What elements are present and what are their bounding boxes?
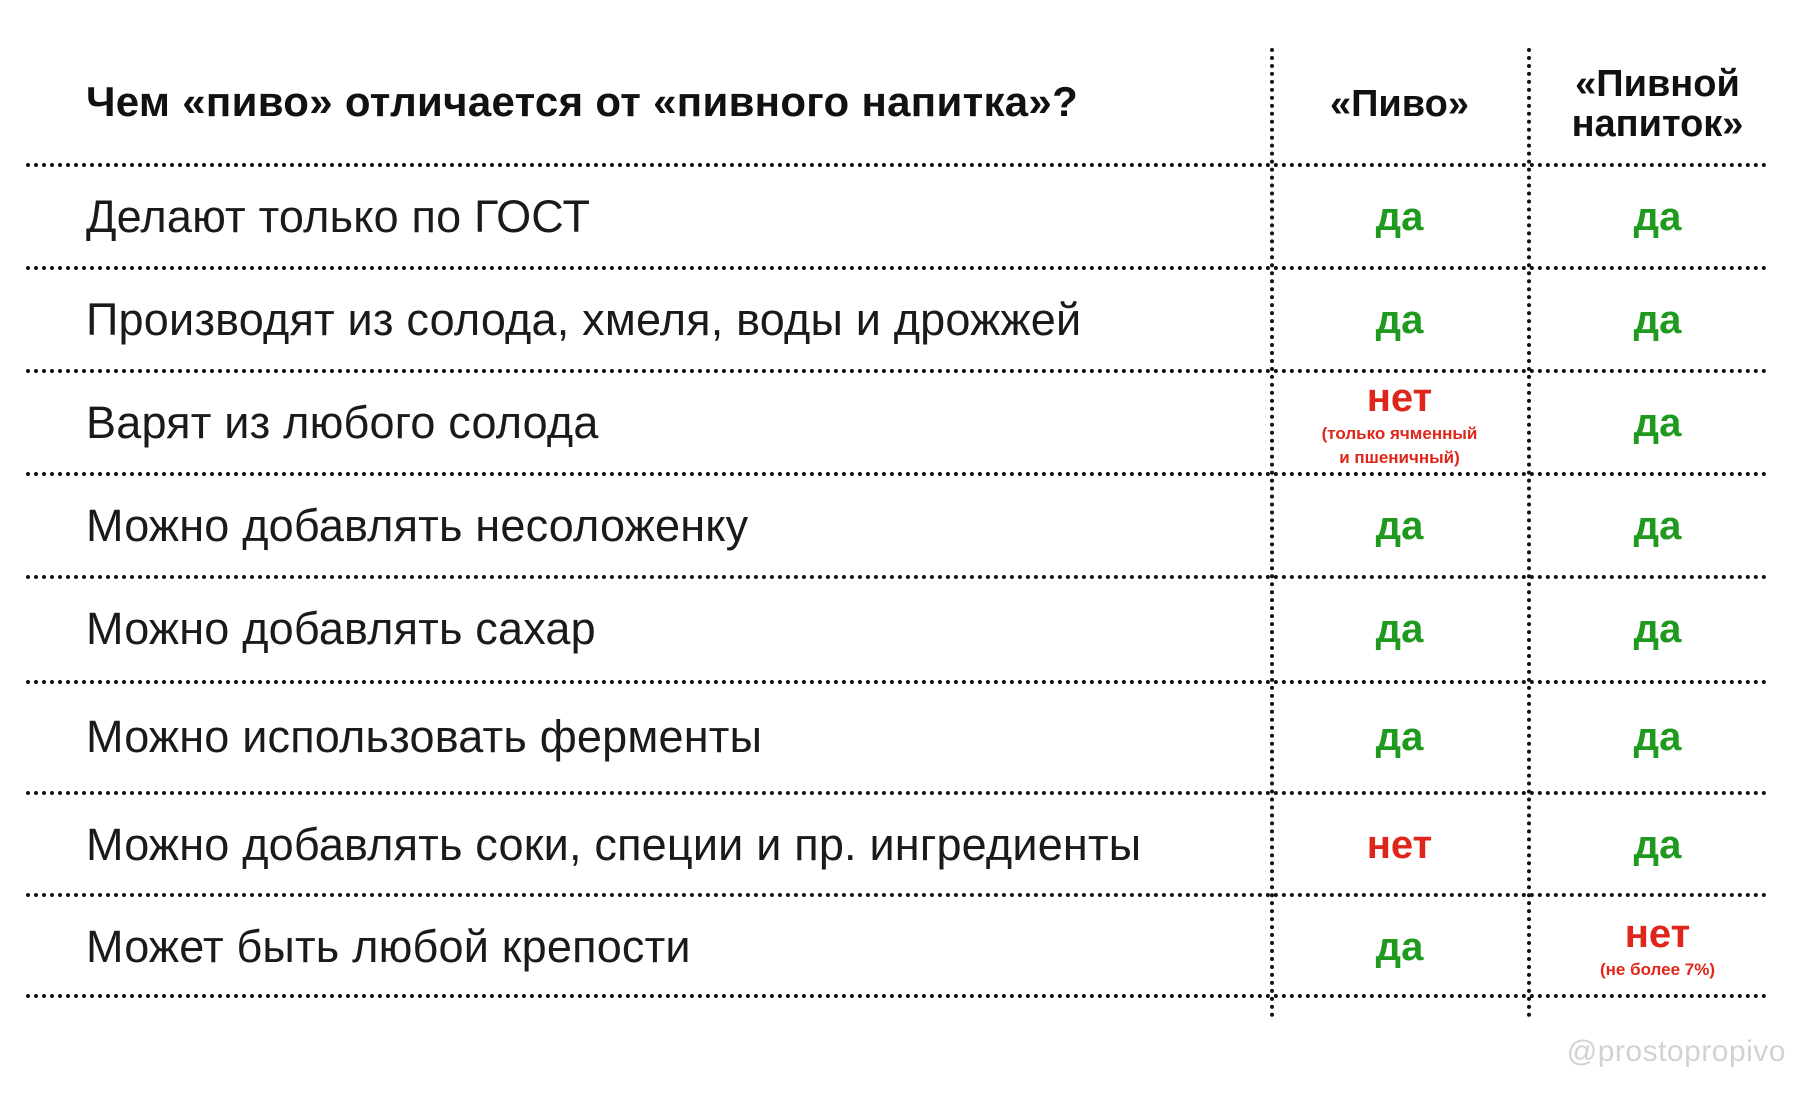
table-row <box>0 895 1800 998</box>
beer-cell <box>1272 165 1527 268</box>
beer-note <box>1322 422 1478 470</box>
row-label: Можно добавлять сахар <box>86 602 596 654</box>
column-header-beer-drink-line2: напиток» <box>1571 103 1744 145</box>
beer-drink-value: да <box>1633 714 1682 759</box>
beer-drink-value: да <box>1633 194 1682 239</box>
table-row <box>0 165 1800 268</box>
table-row <box>0 577 1800 680</box>
beer-drink-cell <box>1530 371 1785 474</box>
beer-cell <box>1272 371 1527 474</box>
row-label: Можно добавлять несоложенку <box>86 499 749 551</box>
table-row <box>0 268 1800 371</box>
beer-cell <box>1272 474 1527 577</box>
beer-drink-note: (не более 7%) <box>1599 959 1715 979</box>
beer-drink-value: да <box>1633 297 1682 342</box>
beer-drink-value: нет <box>1624 911 1691 956</box>
row-label: Делают только по ГОСТ <box>86 190 591 242</box>
beer-drink-cell <box>1530 895 1785 998</box>
beer-cell <box>1272 793 1527 896</box>
row-label: Варят из любого солода <box>86 396 599 448</box>
beer-drink-cell <box>1530 682 1785 791</box>
table-row <box>0 371 1800 474</box>
beer-cell <box>1272 577 1527 680</box>
column-header-beer-drink <box>1530 64 1785 144</box>
beer-drink-cell <box>1530 793 1785 896</box>
table-row <box>0 793 1800 896</box>
watermark: @prostopropivo <box>1566 1035 1786 1068</box>
beer-note-line1: (только ячменный <box>1321 423 1478 443</box>
beer-value: да <box>1375 714 1424 759</box>
table-row <box>0 474 1800 577</box>
beer-value: да <box>1375 503 1424 548</box>
beer-value: да <box>1375 194 1424 239</box>
beer-drink-cell <box>1530 474 1785 577</box>
beer-drink-cell <box>1530 577 1785 680</box>
beer-note-line2: и пшеничный) <box>1339 447 1460 467</box>
beer-drink-value: да <box>1633 822 1682 867</box>
row-label: Можно использовать ферменты <box>86 710 763 762</box>
beer-value: да <box>1375 924 1424 969</box>
beer-drink-cell <box>1530 268 1785 371</box>
beer-cell <box>1272 682 1527 791</box>
row-label: Можно добавлять соки, специи и пр. ингредиенты <box>86 818 1142 870</box>
column-header-beer-drink-line1: «Пивной <box>1575 63 1740 105</box>
beer-cell <box>1272 268 1527 371</box>
beer-drink-value: да <box>1633 606 1682 651</box>
row-label: Может быть любой крепости <box>86 920 691 972</box>
beer-value: нет <box>1366 375 1433 420</box>
table-title: Чем «пиво» отличается от «пивного напитка»? <box>86 78 1079 125</box>
column-header-beer: «Пиво» <box>1329 83 1469 125</box>
beer-drink-value: да <box>1633 400 1682 445</box>
beer-cell <box>1272 895 1527 998</box>
table-row <box>0 682 1800 791</box>
beer-value: нет <box>1366 822 1433 867</box>
row-label: Производят из солода, хмеля, воды и дрожжей <box>86 293 1082 345</box>
beer-drink-value: да <box>1633 503 1682 548</box>
beer-value: да <box>1375 297 1424 342</box>
beer-value: да <box>1375 606 1424 651</box>
beer-drink-cell <box>1530 165 1785 268</box>
